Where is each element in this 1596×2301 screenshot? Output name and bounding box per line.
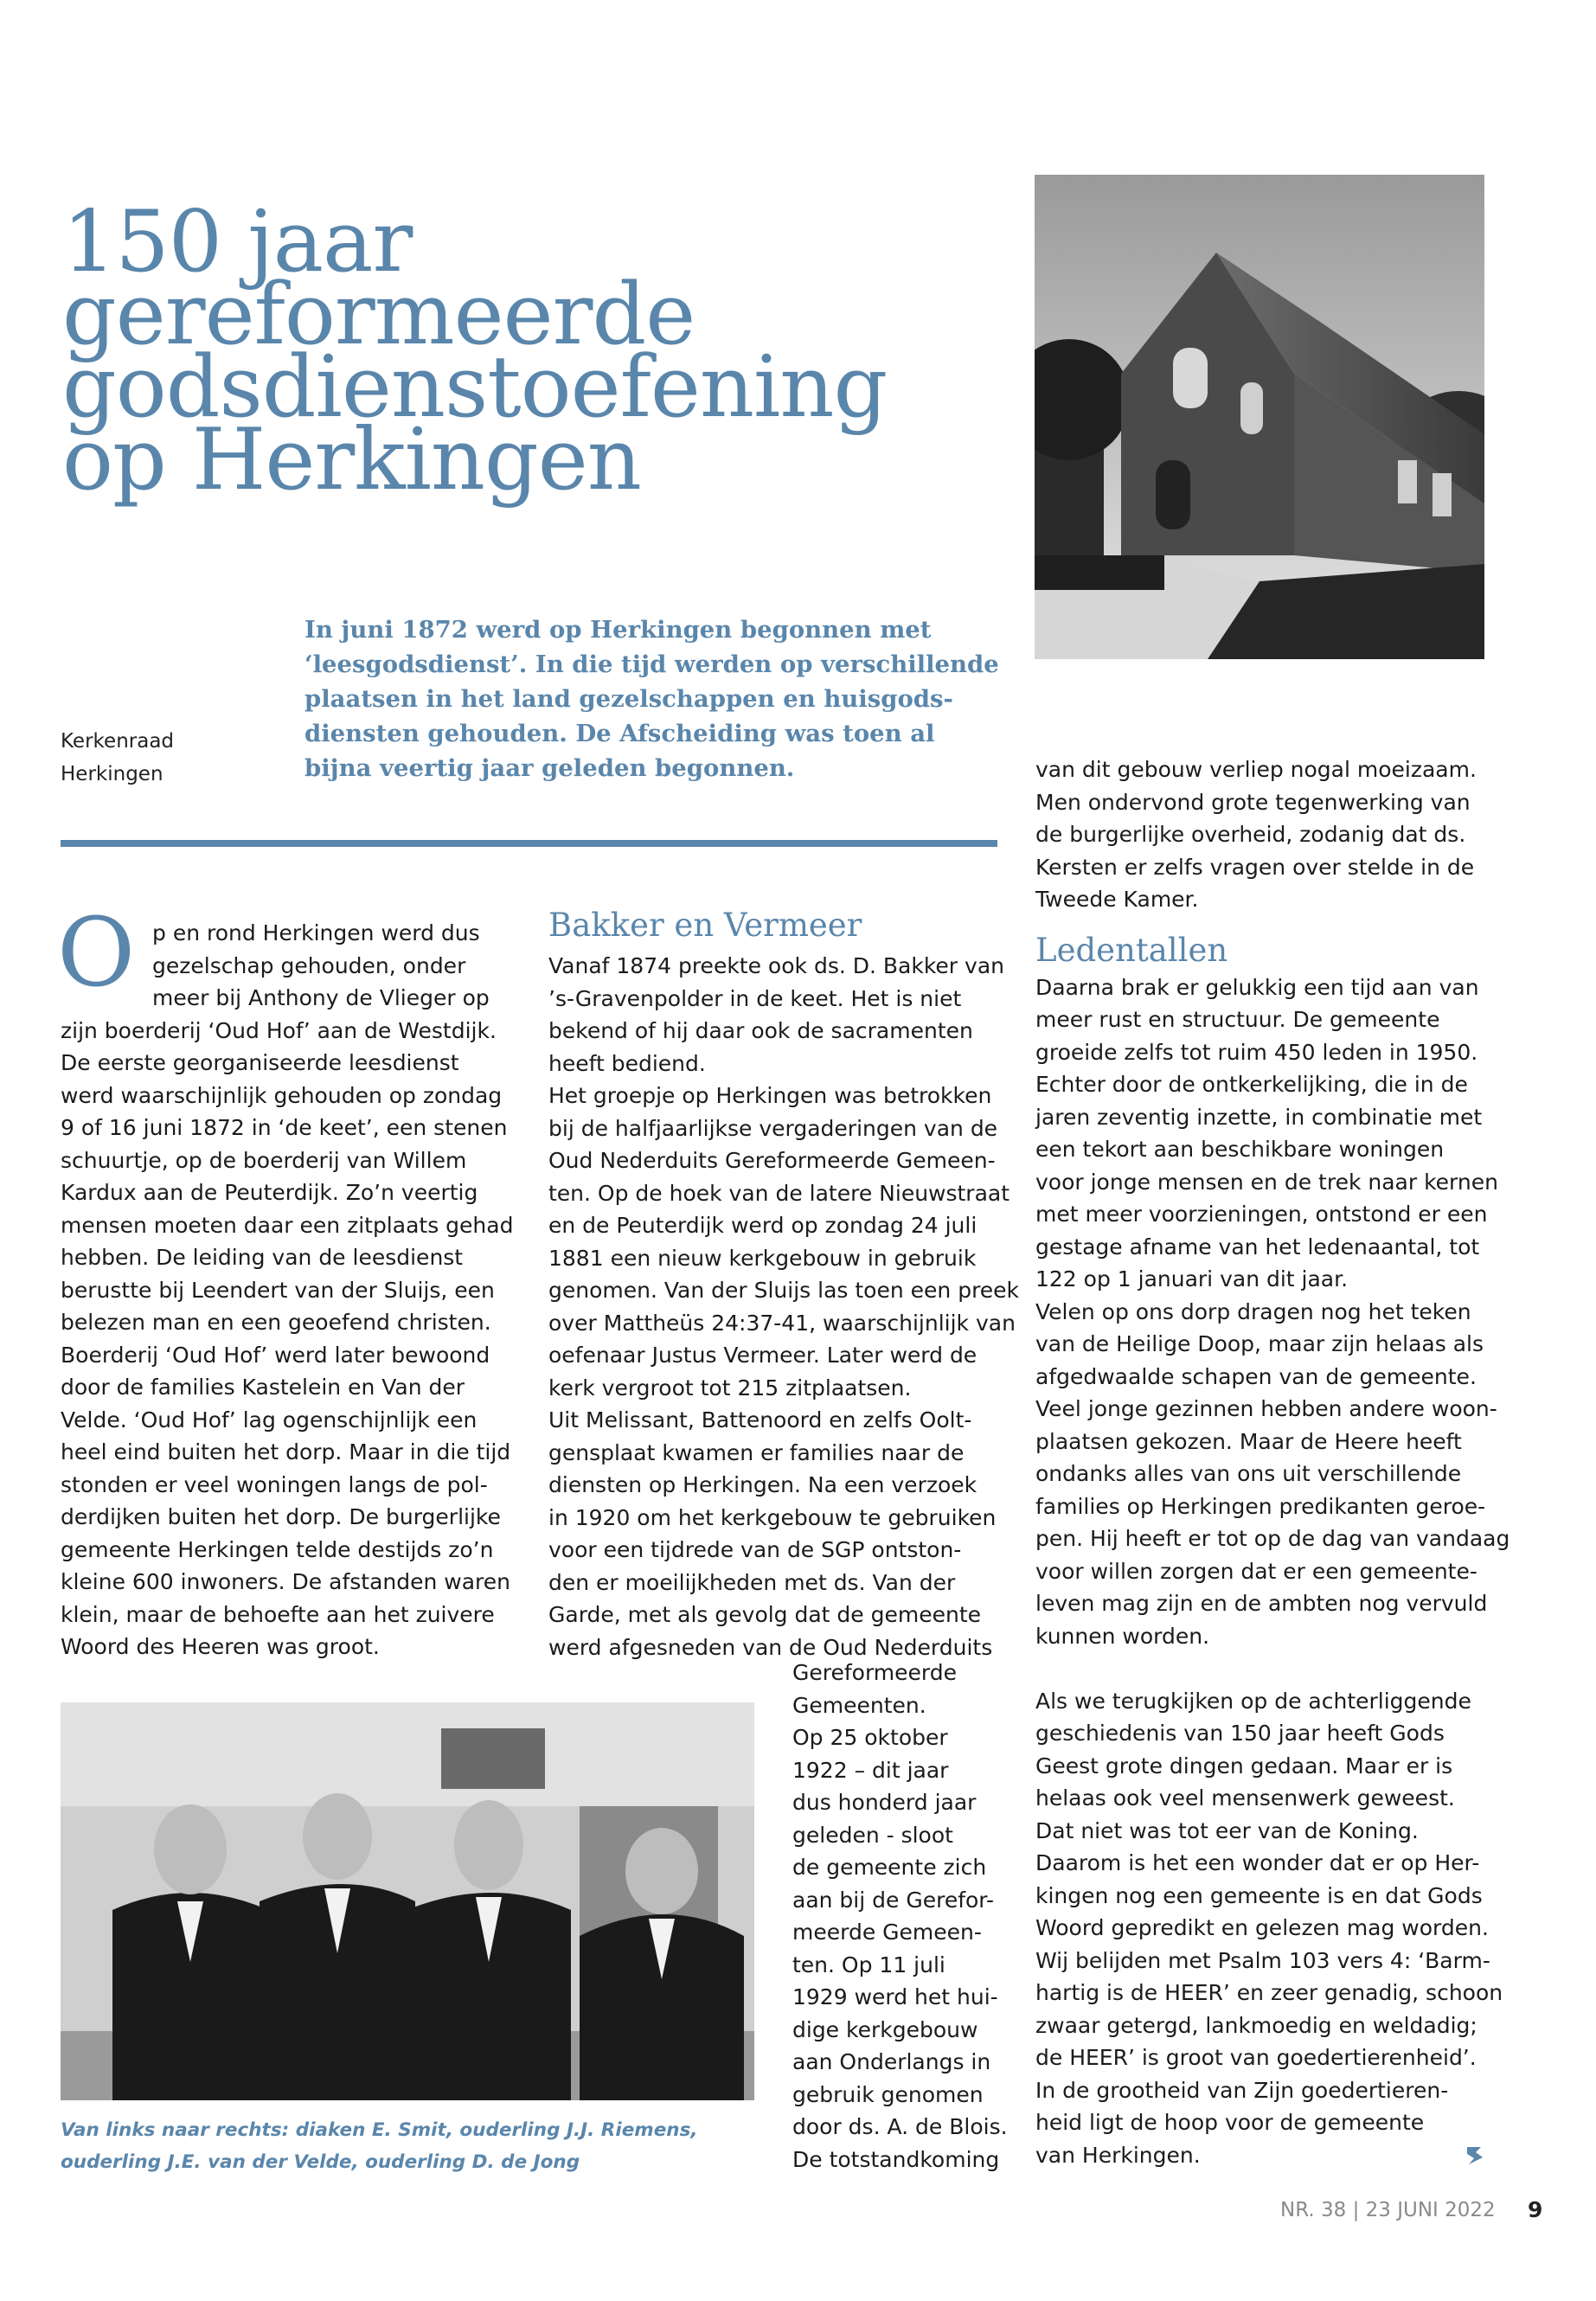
text-line: helaas ook veel mensenwerk geweest. <box>1035 1785 1455 1811</box>
text-line: derdijken buiten het dorp. De burgerlijke <box>61 1504 501 1529</box>
text-line: Als we terugkijken op de achterliggende <box>1035 1688 1471 1714</box>
text-line: belezen man en een geoefend christen. <box>61 1310 491 1335</box>
lead-line: ‘leesgodsdienst’. In die tijd werden op verschillende <box>304 651 999 678</box>
text-line: Velen op ons dorp dragen nog het teken <box>1035 1298 1471 1324</box>
text-line: Boerderij ‘Oud Hof’ werd later bewoond <box>61 1342 490 1368</box>
text-line: voor een tijdrede van de SGP ontston- <box>548 1537 962 1562</box>
text-line: Garde, met als gevolg dat de gemeente <box>548 1602 982 1627</box>
text-line: klein, maar de behoefte aan het zuivere <box>61 1601 495 1627</box>
byline <box>61 725 234 791</box>
section-heading-bakker-en-vermeer: Bakker en Vermeer <box>548 907 862 944</box>
church-photo <box>1035 175 1484 659</box>
text-line: gensplaat kwamen er families naar de <box>548 1439 965 1465</box>
text-line: families op Herkingen predikanten geroe- <box>1035 1493 1486 1519</box>
text-line: leven mag zijn en de ambten nog vervuld <box>1035 1591 1488 1616</box>
text-line: heel eind buiten het dorp. Maar in die tijd <box>61 1439 511 1465</box>
lead-line: diensten gehouden. De Afscheiding was toen al <box>304 720 935 747</box>
text-line: meer rust en structuur. De gemeente <box>1035 1007 1440 1032</box>
column-1 <box>61 917 515 1663</box>
text-line: 1929 werd het hui- <box>792 1984 998 2009</box>
text-line: Wij belijden met Psalm 103 vers 4: ‘Barm- <box>1035 1947 1490 1973</box>
text-line: Vanaf 1874 preekte ook ds. D. Bakker van <box>548 953 1004 978</box>
photo-caption <box>61 2114 698 2178</box>
text-line: heid ligt de hoop voor de gemeente <box>1035 2110 1425 2135</box>
text-line: kunnen worden. <box>1035 1623 1210 1649</box>
text-line: Dat niet was tot eer van de Koning. <box>1035 1817 1419 1843</box>
text-line: heeft bediend. <box>548 1050 706 1076</box>
column-2-narrow <box>792 1657 1017 2176</box>
text-line: Woord des Heeren was groot. <box>61 1634 380 1659</box>
text-line: Geest grote dingen gedaan. Maar er is <box>1035 1753 1453 1779</box>
text-line: geleden - sloot <box>792 1822 953 1848</box>
title-line: 150 jaar <box>62 193 413 292</box>
lead-line: plaatsen in het land gezelschappen en huisgods- <box>304 685 953 713</box>
text-line: de burgerlijke overheid, zodanig dat ds. <box>1035 822 1466 847</box>
text-line: ’s-Gravenpolder in de keet. Het is niet <box>548 985 962 1011</box>
caption-line: Van links naar rechts: diaken E. Smit, ouderling J.J. Riemens, <box>61 2119 698 2141</box>
text-line: Tweede Kamer. <box>1035 887 1199 912</box>
text-line: dus honderd jaar <box>792 1790 977 1815</box>
title-line: gereformeerde <box>62 266 695 364</box>
text-line: van Herkingen. <box>1035 2142 1201 2168</box>
issue-info: NR. 38 | 23 JUNI 2022 <box>1280 2199 1496 2221</box>
text-line: werd afgesneden van de Oud Nederduits <box>548 1634 993 1660</box>
text-line: gebruik genomen <box>792 2081 984 2107</box>
caption-line: ouderling J.E. van der Velde, ouderling D. de Jong <box>61 2151 580 2173</box>
text-line: door de families Kastelein en Van der <box>61 1375 465 1400</box>
text-line: Kardux aan de Peuterdijk. Zo’n veertig <box>61 1180 478 1205</box>
text-line: mensen moeten daar een zitplaats gehad <box>61 1212 514 1238</box>
text-line: schuurtje, op de boerderij van Willem <box>61 1147 467 1173</box>
text-line: gezelschap gehouden, onder <box>152 952 466 978</box>
byline-line: Kerkenraad <box>61 730 175 753</box>
text-line: voor willen zorgen dat er een gemeente- <box>1035 1558 1477 1584</box>
text-line: Uit Melissant, Battenoord en zelfs Oolt- <box>548 1407 972 1433</box>
text-line: de HEER’ is groot van goedertierenheid’. <box>1035 2045 1477 2070</box>
text-line: werd waarschijnlijk gehouden op zondag <box>61 1082 503 1108</box>
text-line: 1881 een nieuw kerkgebouw in gebruik <box>548 1245 977 1271</box>
text-line: kerk vergroot tot 215 zitplaatsen. <box>548 1375 912 1400</box>
text-line: p en rond Herkingen werd dus <box>152 920 480 945</box>
text-line: afgedwaalde schapen van de gemeente. <box>1035 1363 1477 1389</box>
article-title <box>62 193 927 510</box>
text-line: Daarna brak er gelukkig een tijd aan van <box>1035 974 1479 1000</box>
lead-line: In juni 1872 werd op Herkingen begonnen met <box>304 616 932 644</box>
text-line: groeide zelfs tot ruim 450 leden in 1950. <box>1035 1039 1478 1065</box>
end-mark-icon <box>1464 2144 1486 2166</box>
text-line: De totstandkoming <box>792 2146 1000 2172</box>
text-line: In de grootheid van Zijn goedertieren- <box>1035 2077 1449 2103</box>
text-line: de gemeente zich <box>792 1855 987 1880</box>
text-line: Daarom is het een wonder dat er op Her- <box>1035 1850 1480 1875</box>
text-line: geschiedenis van 150 jaar heeft Gods <box>1035 1721 1445 1746</box>
text-line: pen. Hij heeft er tot op de dag van vandaag <box>1035 1526 1510 1551</box>
text-line: 1922 – dit jaar <box>792 1757 949 1783</box>
drop-cap: O <box>57 897 136 1008</box>
text-line: Velde. ‘Oud Hof’ lag ogenschijnlijk een <box>61 1407 478 1433</box>
text-line: 122 op 1 januari van dit jaar. <box>1035 1266 1349 1292</box>
text-line: Echter door de ontkerkelijking, die in de <box>1035 1072 1468 1097</box>
text-line: Oud Nederduits Gereformeerde Gemeen- <box>548 1148 996 1173</box>
text-line: bij de halfjaarlijkse vergaderingen van de <box>548 1115 998 1141</box>
text-line: stonden er veel woningen langs de pol- <box>61 1471 488 1497</box>
column-2 <box>548 950 1020 1663</box>
text-line: zwaar getergd, lankmoedig en weldadig; <box>1035 2012 1477 2038</box>
text-line: ten. Op 11 juli <box>792 1952 945 1977</box>
text-line: genomen. Van der Sluijs las toen een preek <box>548 1278 1020 1303</box>
text-line: bekend of hij daar ook de sacramenten <box>548 1018 973 1043</box>
text-line: aan Onderlangs in <box>792 2049 991 2074</box>
text-line: door ds. A. de Blois. <box>792 2114 1008 2139</box>
text-line: kleine 600 inwoners. De afstanden waren <box>61 1569 510 1594</box>
text-line: den er moeilijkheden met ds. Van der <box>548 1569 956 1595</box>
text-line: De eerste georganiseerde leesdienst <box>61 1050 459 1075</box>
page-number: 9 <box>1528 2197 1543 2222</box>
text-line: een tekort aan beschikbare woningen <box>1035 1137 1445 1162</box>
text-line: hartig is de HEER’ en zeer genadig, schoon <box>1035 1980 1503 2005</box>
group-photo <box>61 1702 754 2100</box>
text-line: gemeente Herkingen telde destijds zo’n <box>61 1536 494 1562</box>
text-line: Het groepje op Herkingen was betrokken <box>548 1083 992 1108</box>
text-line: ondanks alles van ons uit verschillende <box>1035 1461 1462 1486</box>
lead-paragraph <box>304 612 1014 785</box>
text-line: Op 25 oktober <box>792 1725 948 1750</box>
text-line: van de Heilige Doop, maar zijn helaas als <box>1035 1331 1484 1356</box>
text-line: berustte bij Leendert van der Sluijs, een <box>61 1277 495 1303</box>
text-line: in 1920 om het kerkgebouw te gebruiken <box>548 1504 997 1530</box>
text-line: oefenaar Justus Vermeer. Later werd de <box>548 1343 977 1368</box>
title-line: godsdienstoefening <box>62 338 888 437</box>
blank-line <box>1035 1652 1503 1685</box>
text-line: plaatsen gekozen. Maar de Heere heeft <box>1035 1428 1462 1454</box>
text-line: meer bij Anthony de Vlieger op <box>152 985 490 1010</box>
column-3 <box>1035 753 1510 2171</box>
text-line: over Mattheüs 24:37-41, waarschijnlijk van <box>548 1310 1016 1336</box>
section-heading-ledentallen: Ledentallen <box>1035 931 1228 969</box>
lead-line: bijna veertig jaar geleden begonnen. <box>304 754 795 782</box>
text-line: kingen nog een gemeente is en dat Gods <box>1035 1882 1483 1908</box>
text-line: jaren zeventig inzette, in combinatie met <box>1035 1104 1483 1130</box>
text-line: gestage afname van het ledenaantal, tot <box>1035 1234 1480 1259</box>
text-line: van dit gebouw verliep nogal moeizaam. <box>1035 757 1477 782</box>
text-line: Veel jonge gezinnen hebben andere woon- <box>1035 1396 1497 1421</box>
text-line: ten. Op de hoek van de latere Nieuwstraat <box>548 1180 1010 1206</box>
text-line: aan bij de Gerefor- <box>792 1887 994 1913</box>
divider-rule <box>61 840 997 847</box>
text-line: dige kerkgebouw <box>792 2016 978 2042</box>
text-line: Gereformeerde <box>792 1660 958 1685</box>
text-line: voor jonge mensen en de trek naar kernen <box>1035 1169 1498 1195</box>
text-line: Woord gepredikt en gelezen mag worden. <box>1035 1915 1489 1940</box>
text-line: en de Peuterdijk werd op zondag 24 juli <box>548 1213 977 1238</box>
text-line: meerde Gemeen- <box>792 1920 982 1945</box>
text-line: diensten op Herkingen. Na een verzoek <box>548 1472 977 1497</box>
text-line: hebben. De leiding van de leesdienst <box>61 1245 464 1270</box>
text-line: Men ondervond grote tegenwerking van <box>1035 789 1471 815</box>
text-line: Kersten er zelfs vragen over stelde in de <box>1035 854 1475 880</box>
title-line: op Herkingen <box>62 411 641 510</box>
text-line: zijn boerderij ‘Oud Hof’ aan de Westdijk. <box>61 1017 497 1043</box>
byline-line: Herkingen <box>61 763 163 785</box>
text-line: 9 of 16 juni 1872 in ‘de keet’, een stenen <box>61 1115 508 1140</box>
text-line: Gemeenten. <box>792 1692 926 1718</box>
text-line: met meer voorzieningen, ontstond er een <box>1035 1202 1488 1227</box>
